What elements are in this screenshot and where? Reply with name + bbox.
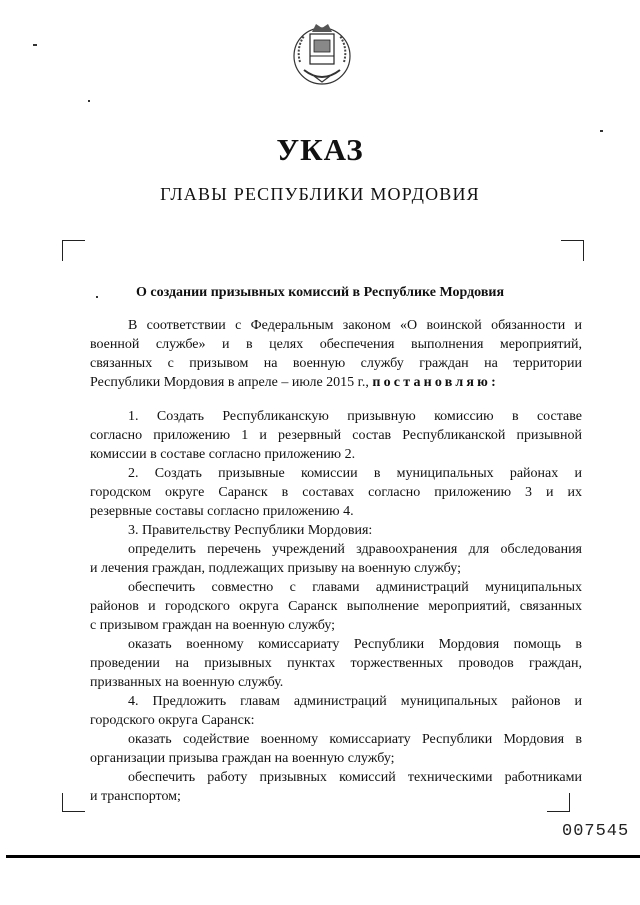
body-line: В соответствии с Федеральным законом «О воинской обязанности и [128, 318, 582, 333]
body-line: военной службе» и в целях обеспечения выполнения мероприятий, [90, 337, 582, 352]
body-line: определить перечень учреждений здравоохранения для обследования [128, 542, 582, 557]
document-title: УКАЗ [276, 132, 364, 167]
resolve-word: постановляю: [372, 375, 499, 390]
document-subtitle: ГЛАВЫ РЕСПУБЛИКИ МОРДОВИЯ [160, 184, 480, 204]
body-line: и транспортом; [90, 789, 181, 804]
corner-mark-top-right [561, 240, 584, 261]
body-line: связанных с призывом на военную службу граждан на территории [90, 356, 582, 371]
body-line: 3. Правительству Республики Мордовия: [128, 523, 373, 538]
body-line-text: Республики Мордовия в апреле – июле 2015 г., [90, 375, 369, 390]
corner-mark-bottom-right [547, 793, 570, 812]
body-line-final [90, 373, 582, 392]
coat-of-arms-emblem [290, 18, 354, 88]
body-line: районов и городского округа Саранск выполнение мероприятий, связанных [90, 599, 582, 614]
body-line: 1. Создать Республиканскую призывную комиссию в составе [128, 409, 582, 424]
scan-speck [88, 100, 90, 102]
document-number: 007545 [562, 822, 630, 841]
page-bottom-rule [6, 855, 640, 858]
body-line: с призывом граждан на военную службу; [90, 618, 336, 633]
body-line: обеспечить работу призывных комиссий техническими работниками [128, 770, 582, 785]
body-line: оказать военному комиссариату Республики Мордовия помощь в [128, 637, 582, 652]
body-line: согласно приложению 1 и резервный состав Республиканской призывной [90, 428, 582, 443]
body-line: городского округа Саранск: [90, 713, 255, 728]
corner-mark-bottom-left [62, 793, 85, 812]
body-line: организации призыва граждан на военную службу; [90, 751, 395, 766]
body-line: призванных на военную службу. [90, 675, 284, 690]
body-line: 2. Создать призывные комиссии в муниципальных районах и [128, 466, 582, 481]
corner-mark-top-left [62, 240, 85, 261]
body-line: резервные составы согласно приложению 4. [90, 504, 354, 519]
body-line: городском округе Саранск в составах согласно приложению 3 и их [90, 485, 582, 500]
body-line: проведении на призывных пунктах торжественных проводов граждан, [90, 656, 582, 671]
body-line: оказать содействие военному комиссариату Республики Мордовия в [128, 732, 582, 747]
body-line: 4. Предложить главам администраций муниципальных районов и [128, 694, 582, 709]
body-line: и лечения граждан, подлежащих призыву на военную службу; [90, 561, 461, 576]
body-line: комиссии в составе согласно приложению 2. [90, 447, 356, 462]
decree-heading: О создании призывных комиссий в Республике Мордовия [135, 285, 505, 300]
body-line: обеспечить совместно с главами администраций муниципальных [128, 580, 582, 595]
scan-speck [96, 296, 98, 298]
scan-speck [33, 44, 37, 46]
scan-speck [600, 130, 603, 132]
